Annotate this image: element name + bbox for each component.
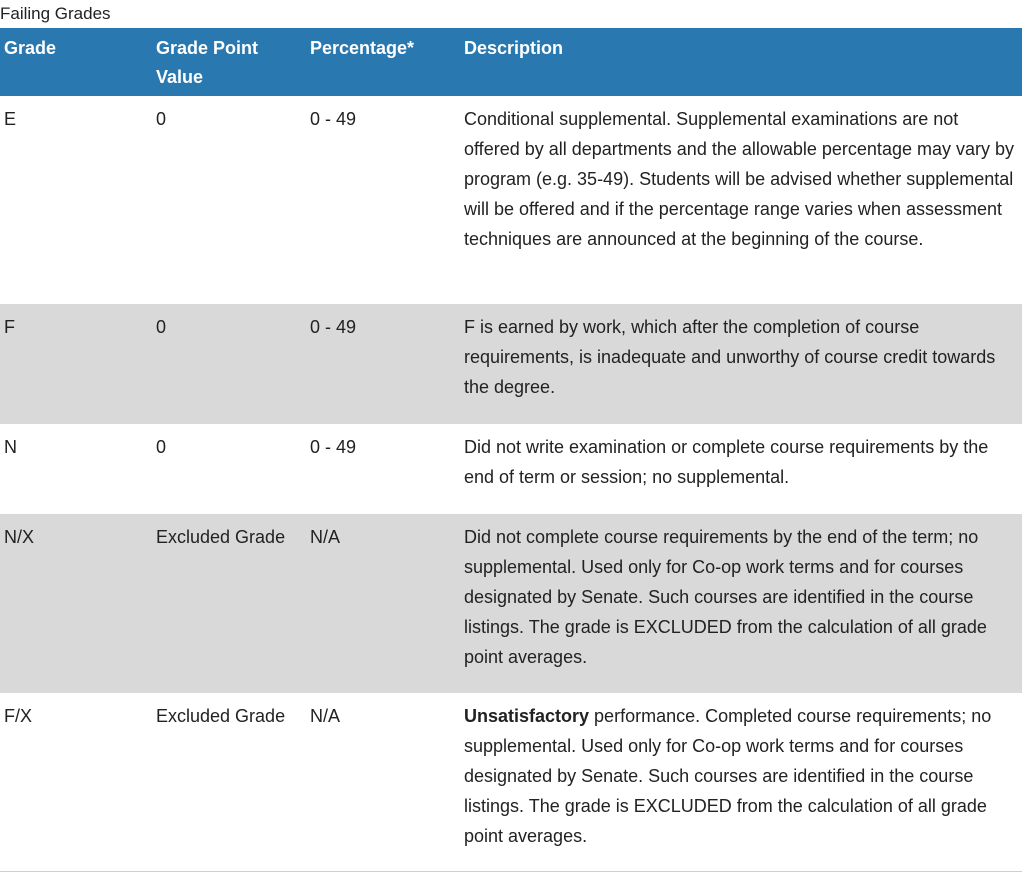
table-header <box>0 28 1022 96</box>
cell-description: F is earned by work, which after the completion of course requirements, is inadequate and unworthy of course credit towards the degree. <box>464 317 996 397</box>
failing-grades-table <box>0 28 1022 872</box>
table-body <box>0 96 1022 872</box>
cell-percentage: N/A <box>310 706 341 726</box>
cell-grade: F <box>4 317 15 337</box>
cell-description <box>460 693 1022 872</box>
cell-grade: N/X <box>4 527 35 547</box>
cell-percentage: N/A <box>310 527 341 547</box>
table-row <box>0 514 1022 693</box>
header-description: Description <box>464 38 564 58</box>
cell-grade-point-value: Excluded Grade <box>156 706 286 726</box>
table-row <box>0 693 1022 872</box>
cell-grade-point-value: Excluded Grade <box>156 527 286 547</box>
cell-grade: F/X <box>4 706 33 726</box>
cell-percentage: 0 - 49 <box>310 109 357 129</box>
cell-grade-point-value: 0 <box>156 109 167 129</box>
cell-description: Conditional supplemental. Supplemental examinations are not offered by all departments and the allowable percentage may vary by program (e.g. 35-49). Students will be advised whether supplemental will be offered and if the percentage range varies when assessment techniques are announced at the beginning of the course. <box>464 109 1014 249</box>
header-row <box>0 28 1022 96</box>
cell-grade-point-value: 0 <box>156 317 167 337</box>
cell-grade: N <box>4 437 17 457</box>
header-grade-point-value: Grade Point Value <box>156 38 259 87</box>
cell-grade: E <box>4 109 17 129</box>
cell-description: Did not complete course requirements by the end of the term; no supplemental. Used only for Co-op work terms and for courses designated by Senate. Such courses are identified in the course listings. The grade is EXCLUDED from the calculation of all grade point averages. <box>464 527 987 667</box>
header-percentage: Percentage* <box>310 38 415 58</box>
cell-percentage: 0 - 49 <box>310 317 357 337</box>
table-row <box>0 424 1022 514</box>
cell-percentage: 0 - 49 <box>310 437 357 457</box>
description-emphasis: Unsatisfactory <box>464 706 590 726</box>
table-row <box>0 96 1022 304</box>
cell-description: Did not write examination or complete course requirements by the end of term or session; no supplemental. <box>464 437 989 487</box>
table-row <box>0 304 1022 424</box>
table-caption: Failing Grades <box>0 4 111 23</box>
cell-grade-point-value: 0 <box>156 437 167 457</box>
header-grade: Grade <box>4 38 57 58</box>
description-text: performance. Completed course requirements; no supplemental. Used only for Co-op work terms and for courses designated by Senate. Such courses are identified in the course listings. The grade is EXCLUDED from the calculation of all grade point averages. <box>464 706 992 846</box>
